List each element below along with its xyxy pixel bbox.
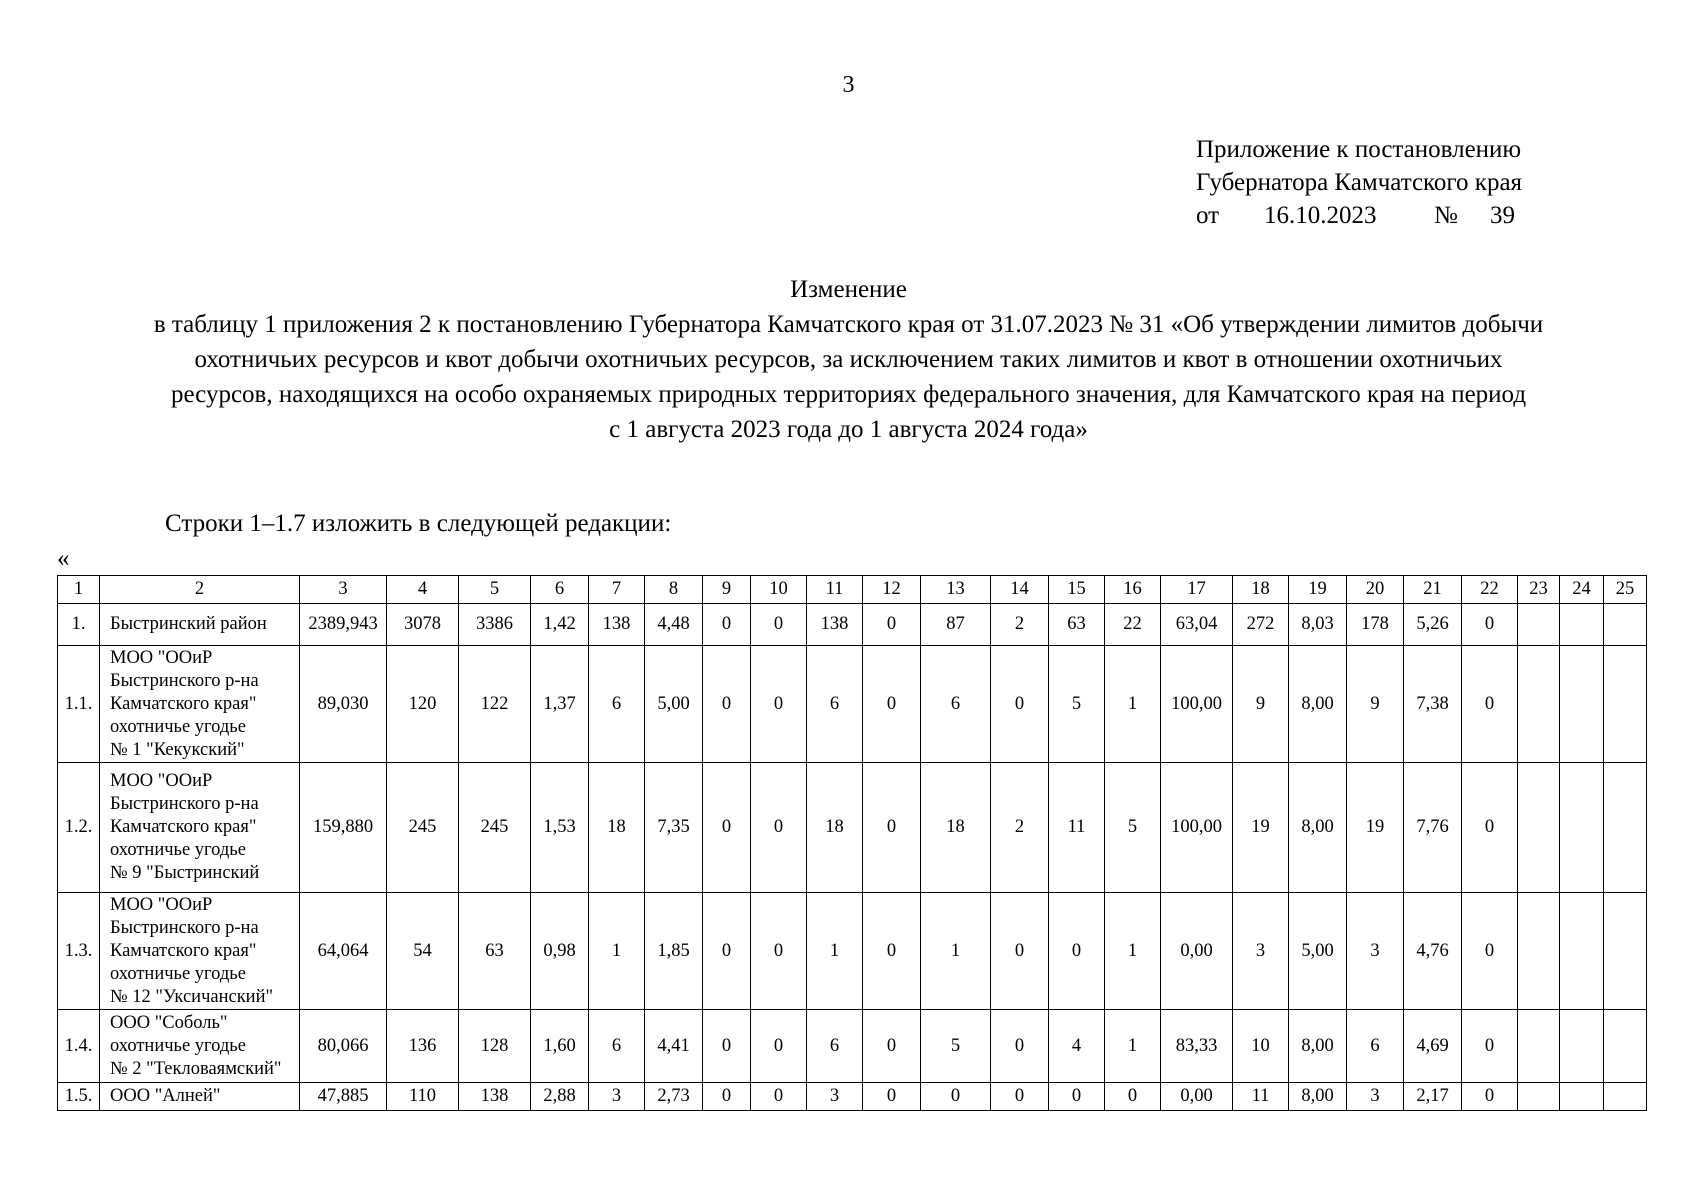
row-number-cell: 1.2.	[58, 763, 100, 893]
value-cell	[1604, 604, 1647, 646]
page-number: 3	[842, 72, 855, 98]
value-cell: 128	[459, 1010, 531, 1083]
table-row	[58, 763, 1647, 893]
value-cell: 0	[703, 1010, 751, 1083]
header-cell: 1	[58, 576, 100, 604]
title-line-2: охотничьих ресурсов и квот добычи охотничьих ресурсов, за исключением таких лимитов и квот в отношении охотничьих	[194, 346, 1503, 373]
value-cell: 83,33	[1161, 1010, 1233, 1083]
table-row	[58, 1010, 1647, 1083]
row-name-cell	[100, 604, 300, 646]
value-cell: 3	[1347, 1083, 1404, 1111]
header-cell: 17	[1161, 576, 1233, 604]
row-name-line: МОО "ООиР	[110, 771, 213, 791]
limits-table	[57, 575, 1647, 1111]
value-cell: 63	[459, 893, 531, 1010]
value-cell: 1,37	[531, 646, 589, 763]
value-cell: 5,00	[645, 646, 703, 763]
header-cell: 8	[645, 576, 703, 604]
appendix-line-2: Губернатора Камчатского края	[1196, 169, 1523, 196]
title-line-3: ресурсов, находящихся на особо охраняемых природных территориях федерального значения, для Камчатского края на период	[170, 381, 1527, 408]
header-cell: 5	[459, 576, 531, 604]
value-cell: 0,98	[531, 893, 589, 1010]
value-cell: 47,885	[300, 1083, 387, 1111]
value-cell: 1	[921, 893, 991, 1010]
value-cell: 4,76	[1404, 893, 1462, 1010]
value-cell: 0	[703, 604, 751, 646]
value-cell: 120	[387, 646, 459, 763]
row-name-line: охотничье угодье	[110, 963, 246, 984]
value-cell: 2,73	[645, 1083, 703, 1111]
value-cell: 7,38	[1404, 646, 1462, 763]
table-body	[58, 576, 1647, 1111]
value-cell: 0	[863, 604, 921, 646]
value-cell: 159,880	[300, 763, 387, 893]
table-row	[58, 646, 1647, 763]
value-cell: 0	[863, 1083, 921, 1111]
value-cell: 0	[863, 763, 921, 893]
value-cell: 122	[459, 646, 531, 763]
value-cell: 0	[991, 646, 1049, 763]
appendix-block	[1196, 133, 1522, 232]
value-cell: 0	[1462, 893, 1518, 1010]
value-cell: 0,00	[1161, 1083, 1233, 1111]
value-cell: 1,85	[645, 893, 703, 1010]
value-cell: 2	[991, 763, 1049, 893]
header-cell: 2	[100, 576, 300, 604]
value-cell: 1	[807, 893, 863, 1010]
value-cell: 0	[703, 763, 751, 893]
row-name-line: Быстринского р-на	[110, 794, 259, 814]
value-cell: 19	[1347, 763, 1404, 893]
value-cell: 8,00	[1289, 763, 1347, 893]
value-cell: 0	[1462, 646, 1518, 763]
value-cell: 136	[387, 1010, 459, 1083]
header-cell: 19	[1289, 576, 1347, 604]
value-cell: 2,88	[531, 1083, 589, 1111]
row-name-cell	[100, 893, 300, 1010]
value-cell: 1,53	[531, 763, 589, 893]
value-cell: 64,064	[300, 893, 387, 1010]
value-cell: 18	[921, 763, 991, 893]
value-cell: 138	[589, 604, 645, 646]
value-cell: 6	[589, 1010, 645, 1083]
row-name-line: Камчатского края"	[110, 693, 257, 714]
value-cell: 63	[1049, 604, 1105, 646]
value-cell: 11	[1233, 1083, 1289, 1111]
value-cell: 1	[1105, 646, 1161, 763]
value-cell	[1604, 893, 1647, 1010]
header-cell: 3	[300, 576, 387, 604]
row-name-cell	[100, 1010, 300, 1083]
value-cell	[1518, 646, 1560, 763]
header-cell: 4	[387, 576, 459, 604]
value-cell: 0	[1049, 893, 1105, 1010]
value-cell: 6	[589, 646, 645, 763]
header-cell: 23	[1518, 576, 1560, 604]
value-cell: 6	[807, 646, 863, 763]
value-cell: 245	[459, 763, 531, 893]
header-cell: 22	[1462, 576, 1518, 604]
header-cell: 14	[991, 576, 1049, 604]
table-row	[58, 893, 1647, 1010]
value-cell: 3078	[387, 604, 459, 646]
row-name-line: Быстринского р-на	[110, 917, 259, 938]
header-cell: 7	[589, 576, 645, 604]
value-cell: 7,35	[645, 763, 703, 893]
value-cell: 1	[1105, 893, 1161, 1010]
title-line-1: в таблицу 1 приложения 2 к постановлению Губернатора Камчатского края от 31.07.2023 № 31 «Об утверждении лимитов добычи	[153, 311, 1544, 338]
value-cell: 0	[751, 604, 807, 646]
value-cell: 6	[1347, 1010, 1404, 1083]
row-name-line: № 9 "Быстринский	[110, 863, 260, 883]
value-cell: 0	[751, 1083, 807, 1111]
row-name-line: Камчатского края"	[110, 817, 257, 837]
opening-quote: «	[57, 545, 70, 572]
value-cell: 0	[703, 1083, 751, 1111]
value-cell: 5	[1105, 763, 1161, 893]
row-name-line: № 1 "Кекукский"	[110, 739, 245, 760]
value-cell	[1518, 1083, 1560, 1111]
row-name-line: Быстринского р-на	[110, 670, 259, 691]
value-cell: 5	[921, 1010, 991, 1083]
value-cell	[1604, 1083, 1647, 1111]
row-name-line: МОО "ООиР	[110, 647, 213, 668]
value-cell: 18	[589, 763, 645, 893]
value-cell: 100,00	[1161, 646, 1233, 763]
value-cell: 3386	[459, 604, 531, 646]
value-cell: 9	[1347, 646, 1404, 763]
value-cell: 1	[589, 893, 645, 1010]
row-number-cell: 1.4.	[58, 1010, 100, 1083]
value-cell: 1,60	[531, 1010, 589, 1083]
value-cell: 4	[1049, 1010, 1105, 1083]
header-cell: 9	[703, 576, 751, 604]
row-name-line: № 12 "Уксичанский"	[110, 986, 274, 1007]
value-cell	[1604, 763, 1647, 893]
value-cell	[1560, 646, 1604, 763]
header-cell: 18	[1233, 576, 1289, 604]
value-cell: 0	[751, 893, 807, 1010]
value-cell: 18	[807, 763, 863, 893]
document-title	[50, 272, 1647, 447]
value-cell: 11	[1049, 763, 1105, 893]
value-cell: 22	[1105, 604, 1161, 646]
row-name-line: охотничье угодье	[110, 1035, 246, 1056]
value-cell: 80,066	[300, 1010, 387, 1083]
row-name-line: охотничье угодье	[110, 716, 246, 737]
value-cell: 0	[991, 893, 1049, 1010]
value-cell: 2	[991, 604, 1049, 646]
value-cell: 0	[703, 893, 751, 1010]
value-cell: 272	[1233, 604, 1289, 646]
value-cell: 178	[1347, 604, 1404, 646]
row-number-cell: 1.	[58, 604, 100, 646]
value-cell: 8,00	[1289, 646, 1347, 763]
value-cell	[1604, 1010, 1647, 1083]
value-cell: 2389,943	[300, 604, 387, 646]
value-cell: 5	[1049, 646, 1105, 763]
value-cell: 245	[387, 763, 459, 893]
value-cell: 0,00	[1161, 893, 1233, 1010]
value-cell: 110	[387, 1083, 459, 1111]
value-cell: 0	[863, 646, 921, 763]
header-cell: 6	[531, 576, 589, 604]
value-cell: 89,030	[300, 646, 387, 763]
value-cell: 3	[1347, 893, 1404, 1010]
value-cell	[1518, 893, 1560, 1010]
value-cell: 87	[921, 604, 991, 646]
row-name-cell	[100, 763, 300, 893]
value-cell: 100,00	[1161, 763, 1233, 893]
value-cell: 54	[387, 893, 459, 1010]
value-cell: 4,69	[1404, 1010, 1462, 1083]
appendix-number: 39	[1490, 202, 1515, 229]
header-cell: 13	[921, 576, 991, 604]
appendix-date: 16.10.2023	[1264, 202, 1377, 229]
row-number-cell: 1.5.	[58, 1083, 100, 1111]
value-cell: 138	[459, 1083, 531, 1111]
header-cell: 20	[1347, 576, 1404, 604]
appendix-line-1: Приложение к постановлению	[1196, 136, 1522, 163]
header-cell: 11	[807, 576, 863, 604]
appendix-number-label: №	[1434, 202, 1458, 229]
value-cell	[1560, 1010, 1604, 1083]
row-name-cell	[100, 646, 300, 763]
value-cell	[1560, 763, 1604, 893]
value-cell: 0	[751, 646, 807, 763]
value-cell	[1560, 604, 1604, 646]
row-name-line: ООО "Алней"	[110, 1086, 221, 1106]
value-cell	[1604, 646, 1647, 763]
value-cell: 0	[1105, 1083, 1161, 1111]
row-name-cell	[100, 1083, 300, 1111]
value-cell: 63,04	[1161, 604, 1233, 646]
value-cell: 0	[1462, 604, 1518, 646]
value-cell	[1518, 1010, 1560, 1083]
instruction-text: Строки 1–1.7 изложить в следующей редакции:	[165, 510, 672, 537]
value-cell: 4,41	[645, 1010, 703, 1083]
value-cell: 8,00	[1289, 1010, 1347, 1083]
appendix-from-label: от	[1196, 202, 1220, 229]
value-cell: 1	[1105, 1010, 1161, 1083]
value-cell: 5,26	[1404, 604, 1462, 646]
header-cell: 12	[863, 576, 921, 604]
header-cell: 15	[1049, 576, 1105, 604]
value-cell: 7,76	[1404, 763, 1462, 893]
value-cell: 19	[1233, 763, 1289, 893]
table-header-row	[58, 576, 1647, 604]
value-cell: 0	[1049, 1083, 1105, 1111]
value-cell: 1,42	[531, 604, 589, 646]
value-cell: 0	[751, 1010, 807, 1083]
value-cell: 0	[703, 646, 751, 763]
row-name-line: Быстринский район	[110, 614, 267, 634]
value-cell: 0	[751, 763, 807, 893]
value-cell: 0	[1462, 1010, 1518, 1083]
value-cell: 3	[589, 1083, 645, 1111]
header-cell: 16	[1105, 576, 1161, 604]
table-row	[58, 604, 1647, 646]
value-cell: 9	[1233, 646, 1289, 763]
value-cell: 5,00	[1289, 893, 1347, 1010]
title-line-4: с 1 августа 2023 года до 1 августа 2024 года»	[609, 416, 1088, 443]
row-name-line: Камчатского края"	[110, 940, 257, 961]
value-cell: 4,48	[645, 604, 703, 646]
title-heading: Изменение	[790, 276, 907, 303]
row-name-line: МОО "ООиР	[110, 894, 213, 915]
value-cell	[1560, 1083, 1604, 1111]
row-number-cell: 1.3.	[58, 893, 100, 1010]
value-cell: 6	[807, 1010, 863, 1083]
value-cell: 8,03	[1289, 604, 1347, 646]
value-cell	[1518, 604, 1560, 646]
header-cell: 25	[1604, 576, 1647, 604]
header-cell: 10	[751, 576, 807, 604]
value-cell: 6	[921, 646, 991, 763]
header-cell: 21	[1404, 576, 1462, 604]
table-row	[58, 1083, 1647, 1111]
row-name-line: ООО "Соболь"	[110, 1012, 228, 1033]
value-cell: 3	[807, 1083, 863, 1111]
value-cell	[1518, 763, 1560, 893]
value-cell: 0	[1462, 763, 1518, 893]
value-cell: 0	[921, 1083, 991, 1111]
value-cell: 3	[1233, 893, 1289, 1010]
row-name-line: охотничье угодье	[110, 840, 246, 860]
appendix-date-row	[1196, 199, 1522, 232]
header-cell: 24	[1560, 576, 1604, 604]
value-cell: 0	[991, 1010, 1049, 1083]
value-cell: 10	[1233, 1010, 1289, 1083]
value-cell: 138	[807, 604, 863, 646]
value-cell	[1560, 893, 1604, 1010]
value-cell: 0	[863, 893, 921, 1010]
value-cell: 2,17	[1404, 1083, 1462, 1111]
value-cell: 0	[1462, 1083, 1518, 1111]
row-name-line: № 2 "Текловаямский"	[110, 1058, 282, 1079]
value-cell: 8,00	[1289, 1083, 1347, 1111]
row-number-cell: 1.1.	[58, 646, 100, 763]
value-cell: 0	[863, 1010, 921, 1083]
value-cell: 0	[991, 1083, 1049, 1111]
